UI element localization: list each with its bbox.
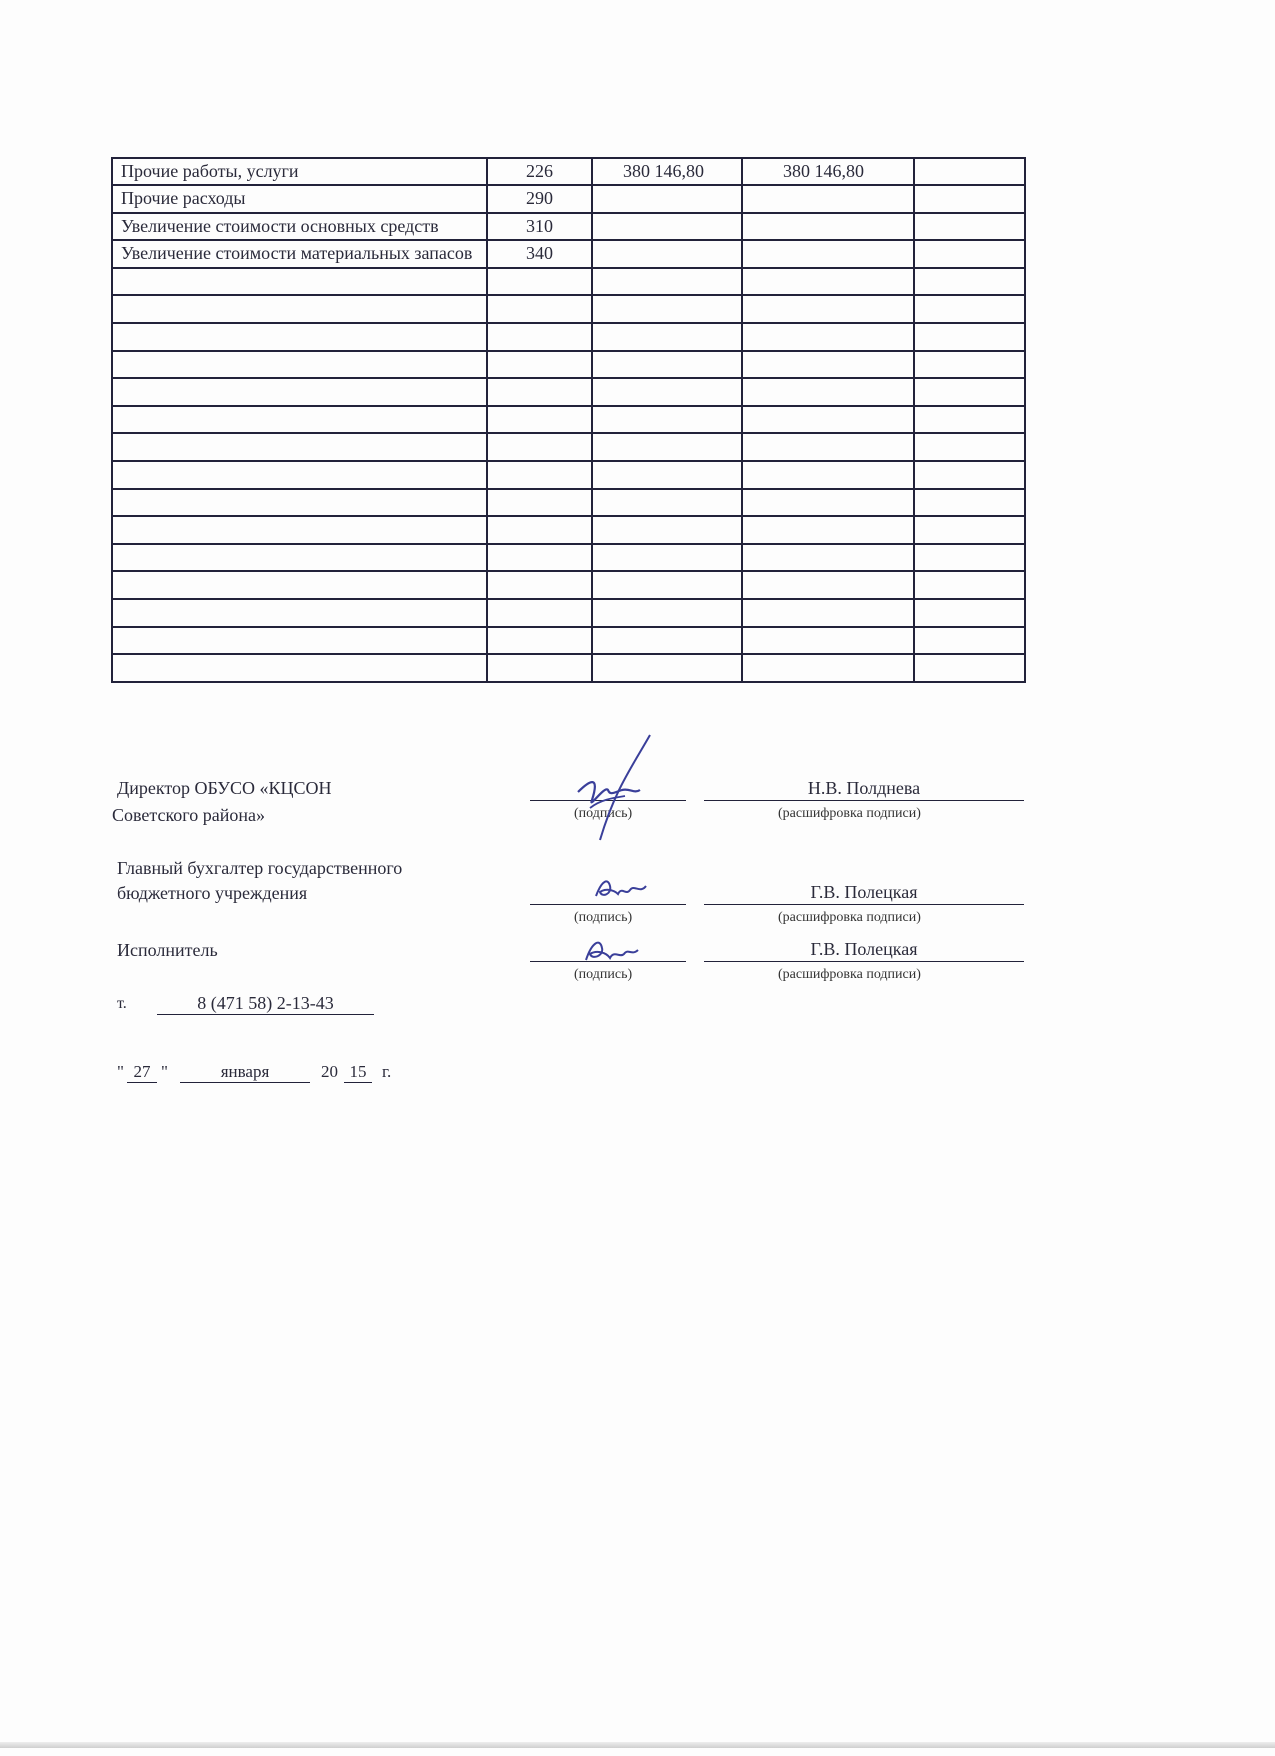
row-value2-cell	[742, 240, 914, 268]
row-code-cell: 340	[487, 240, 592, 268]
row-name-cell: Увеличение стоимости основных средств	[112, 213, 487, 241]
table-row	[112, 351, 1025, 379]
row-name-cell	[112, 351, 487, 379]
row-code-cell	[487, 268, 592, 296]
accountant-title-line2: бюджетного учреждения	[117, 883, 308, 903]
director-name-caption: (расшифровка подписи)	[778, 806, 921, 821]
row-value1-cell	[592, 599, 742, 627]
row-name-cell	[112, 489, 487, 517]
table-row	[112, 516, 1025, 544]
row-value3-cell	[914, 268, 1025, 296]
row-value2-cell	[742, 433, 914, 461]
scan-bottom-edge	[0, 1742, 1275, 1748]
row-value3-cell	[914, 323, 1025, 351]
row-value3-cell	[914, 158, 1025, 185]
row-value1-cell	[592, 516, 742, 544]
row-value2-cell	[742, 406, 914, 434]
director-title-line1: Директор ОБУСО «КЦСОН	[117, 778, 332, 798]
row-value3-cell	[914, 516, 1025, 544]
table-row	[112, 433, 1025, 461]
row-code-cell	[487, 323, 592, 351]
row-value3-cell	[914, 406, 1025, 434]
director-name: Н.В. Полднева	[807, 778, 921, 798]
row-value3-cell	[914, 240, 1025, 268]
date-year: 15	[344, 1062, 372, 1083]
row-name-cell	[112, 433, 487, 461]
row-value2-cell	[742, 295, 914, 323]
date-suffix: г.	[382, 1062, 392, 1081]
table-row	[112, 599, 1025, 627]
table-row	[112, 654, 1025, 682]
row-name-cell	[112, 378, 487, 406]
row-value2-cell	[742, 599, 914, 627]
row-value3-cell	[914, 185, 1025, 213]
row-value1-cell	[592, 323, 742, 351]
accountant-name-caption: (расшифровка подписи)	[778, 910, 921, 925]
row-value1-cell	[592, 268, 742, 296]
row-name-cell	[112, 268, 487, 296]
row-value3-cell	[914, 295, 1025, 323]
row-value2-cell	[742, 654, 914, 682]
row-value1-cell	[592, 185, 742, 213]
row-value1-cell	[592, 627, 742, 655]
table-row	[112, 571, 1025, 599]
row-value2-cell	[742, 627, 914, 655]
table-row	[112, 213, 1025, 241]
row-name-cell	[112, 654, 487, 682]
table-row	[112, 295, 1025, 323]
row-code-cell	[487, 516, 592, 544]
row-name-cell	[112, 461, 487, 489]
executor-name: Г.В. Полецкая	[810, 939, 918, 959]
row-value2-cell	[742, 185, 914, 213]
accountant-name-line	[704, 904, 1024, 905]
row-code-cell: 226	[487, 158, 592, 185]
row-code-cell	[487, 295, 592, 323]
row-value1-cell	[592, 351, 742, 379]
row-code-cell	[487, 489, 592, 517]
row-value1-cell	[592, 213, 742, 241]
date-year-prefix: 20	[321, 1062, 338, 1081]
row-code-cell: 290	[487, 185, 592, 213]
row-value3-cell	[914, 461, 1025, 489]
date-open-quote: "	[117, 1062, 124, 1081]
row-value1-cell	[592, 295, 742, 323]
row-value1-cell	[592, 433, 742, 461]
row-value2-cell	[742, 268, 914, 296]
date-day: 27	[127, 1062, 157, 1083]
row-name-cell	[112, 295, 487, 323]
accountant-sign-caption: (подпись)	[574, 910, 633, 925]
row-code-cell	[487, 433, 592, 461]
row-name-cell	[112, 323, 487, 351]
row-value3-cell	[914, 433, 1025, 461]
date-close-quote: "	[161, 1062, 168, 1081]
row-code-cell	[487, 654, 592, 682]
row-value3-cell	[914, 599, 1025, 627]
director-sign-caption: (подпись)	[574, 806, 633, 821]
row-value2-cell: 380 146,80	[742, 158, 914, 185]
date-month: января	[180, 1062, 310, 1083]
row-value3-cell	[914, 654, 1025, 682]
row-code-cell: 310	[487, 213, 592, 241]
row-value3-cell	[914, 351, 1025, 379]
accountant-signature-image	[592, 872, 652, 906]
row-name-cell	[112, 599, 487, 627]
row-code-cell	[487, 571, 592, 599]
row-name-cell	[112, 627, 487, 655]
row-name-cell	[112, 544, 487, 572]
row-code-cell	[487, 599, 592, 627]
director-title-line2: Советского района»	[112, 805, 265, 825]
row-value2-cell	[742, 544, 914, 572]
row-value1-cell	[592, 654, 742, 682]
row-value2-cell	[742, 461, 914, 489]
row-value3-cell	[914, 489, 1025, 517]
row-value1-cell: 380 146,80	[592, 158, 742, 185]
row-value2-cell	[742, 351, 914, 379]
table-row	[112, 323, 1025, 351]
phone-label: т.	[117, 995, 127, 1012]
row-value1-cell	[592, 240, 742, 268]
row-name-cell	[112, 516, 487, 544]
row-value2-cell	[742, 213, 914, 241]
table-row	[112, 158, 1025, 185]
row-name-cell: Прочие расходы	[112, 185, 487, 213]
executor-signature-image	[580, 934, 650, 968]
table-row	[112, 240, 1025, 268]
row-value1-cell	[592, 489, 742, 517]
row-code-cell	[487, 544, 592, 572]
accountant-title-line1: Главный бухгалтер государственного	[117, 858, 403, 878]
row-value3-cell	[914, 571, 1025, 599]
row-code-cell	[487, 378, 592, 406]
row-value1-cell	[592, 461, 742, 489]
row-value3-cell	[914, 213, 1025, 241]
row-value2-cell	[742, 571, 914, 599]
executor-sign-caption: (подпись)	[574, 967, 633, 982]
row-name-cell: Прочие работы, услуги	[112, 158, 487, 185]
table-row	[112, 461, 1025, 489]
row-code-cell	[487, 406, 592, 434]
table-row	[112, 268, 1025, 296]
row-name-cell	[112, 571, 487, 599]
row-code-cell	[487, 351, 592, 379]
row-value3-cell	[914, 378, 1025, 406]
table-row	[112, 406, 1025, 434]
executor-name-caption: (расшифровка подписи)	[778, 967, 921, 982]
row-value1-cell	[592, 378, 742, 406]
row-code-cell	[487, 627, 592, 655]
row-code-cell	[487, 461, 592, 489]
table-row	[112, 378, 1025, 406]
row-value2-cell	[742, 489, 914, 517]
executor-title: Исполнитель	[117, 940, 218, 960]
row-value1-cell	[592, 544, 742, 572]
director-name-line	[704, 800, 1024, 801]
row-value2-cell	[742, 516, 914, 544]
executor-name-line	[704, 961, 1024, 962]
phone-value: 8 (471 58) 2-13-43	[157, 993, 374, 1015]
row-value2-cell	[742, 323, 914, 351]
row-name-cell	[112, 406, 487, 434]
director-signature-image	[560, 730, 670, 850]
row-value2-cell	[742, 378, 914, 406]
row-value3-cell	[914, 544, 1025, 572]
table-row	[112, 544, 1025, 572]
table-row	[112, 627, 1025, 655]
table-row	[112, 489, 1025, 517]
row-value3-cell	[914, 627, 1025, 655]
table-row	[112, 185, 1025, 213]
accountant-name: Г.В. Полецкая	[810, 882, 918, 902]
row-value1-cell	[592, 406, 742, 434]
budget-table	[111, 157, 1026, 683]
row-value1-cell	[592, 571, 742, 599]
row-name-cell: Увеличение стоимости материальных запасов	[112, 240, 487, 268]
